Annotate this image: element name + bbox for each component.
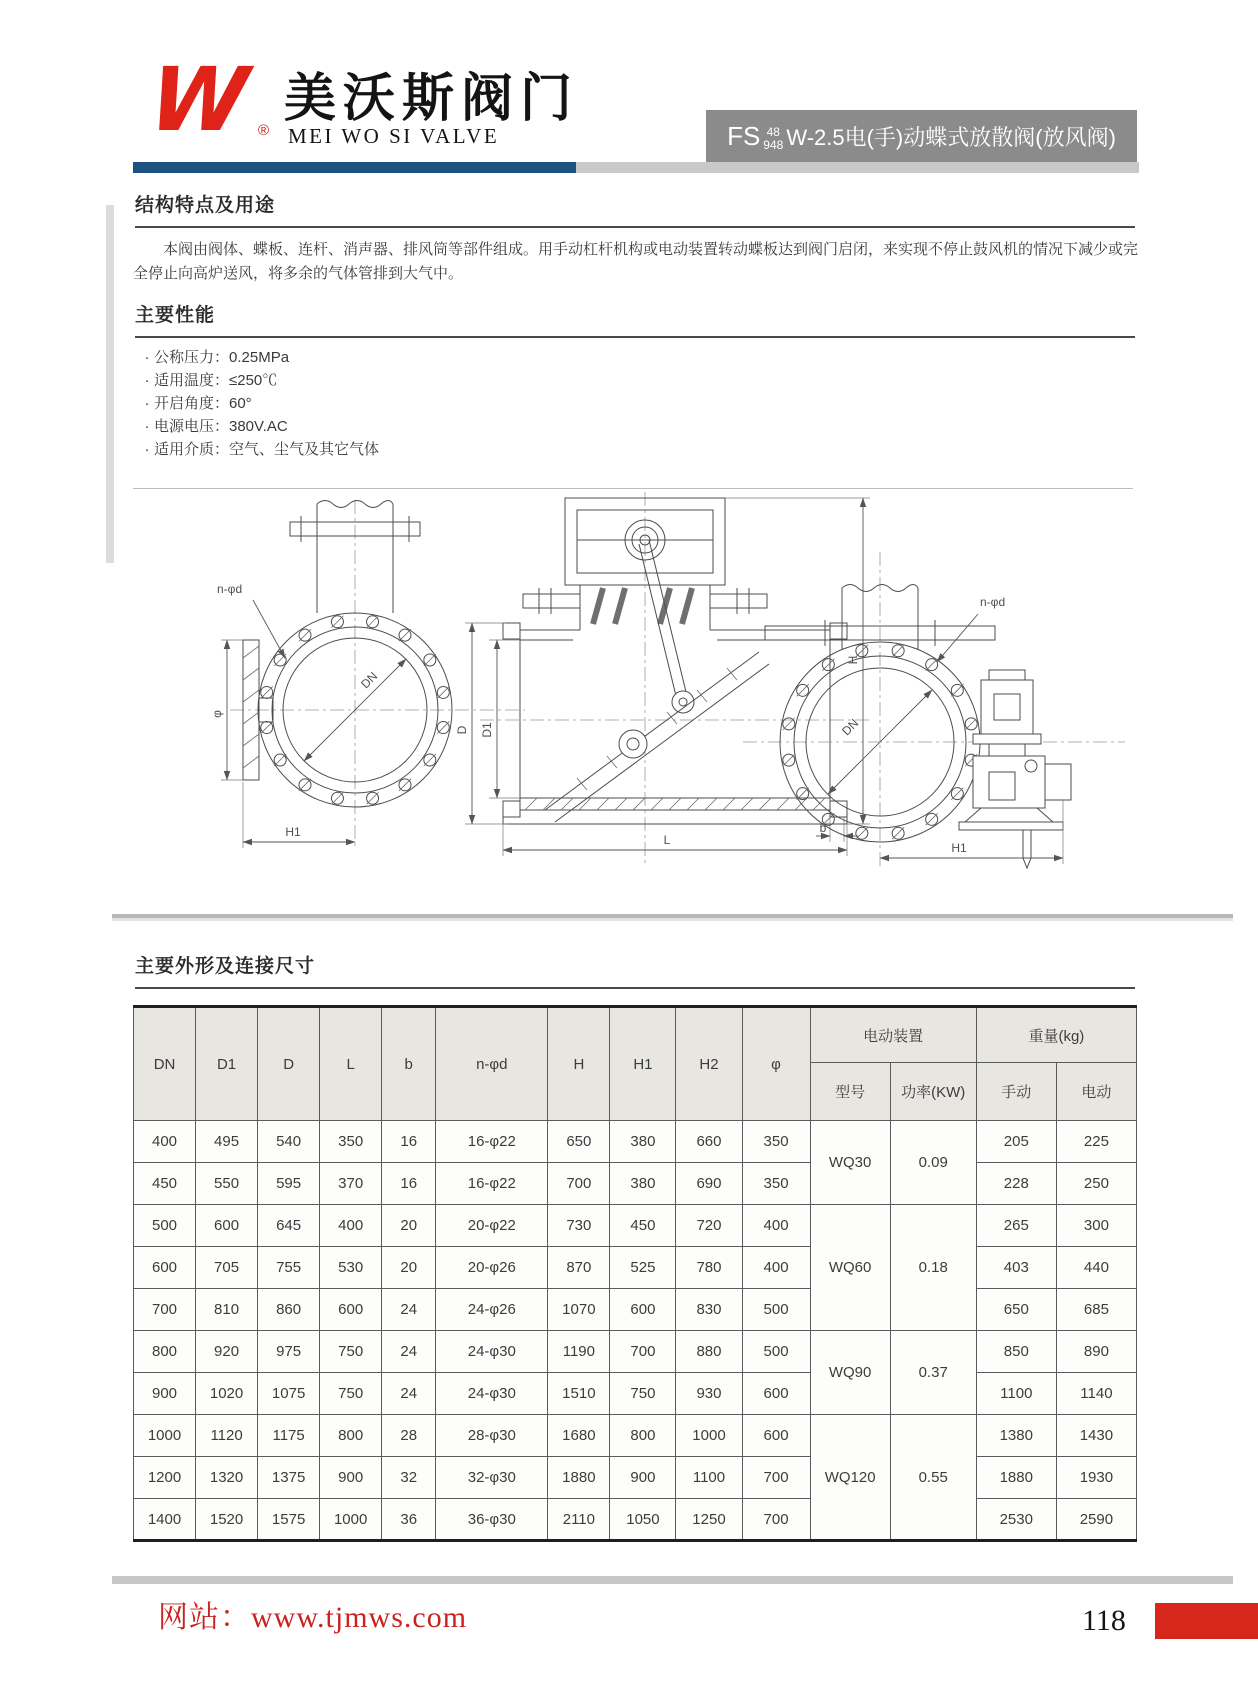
cell: 800: [320, 1415, 382, 1457]
cell: 20: [382, 1247, 436, 1289]
cell-model: WQ30: [810, 1121, 890, 1205]
performance-item: [140, 392, 379, 415]
cell: 650: [548, 1121, 610, 1163]
cell: 370: [320, 1163, 382, 1205]
cell-power: 0.18: [890, 1205, 976, 1331]
cell: 1510: [548, 1373, 610, 1415]
footer-divider: [112, 1576, 1233, 1584]
cell: 500: [742, 1289, 810, 1331]
cell-model: WQ60: [810, 1205, 890, 1331]
performance-text: 电源电压：380V.AC: [154, 418, 288, 435]
performance-item: [140, 346, 379, 369]
cell: 400: [134, 1121, 196, 1163]
electric-actuator: [959, 670, 1071, 868]
cell: 800: [134, 1331, 196, 1373]
left-margin-strip: [106, 205, 114, 563]
cell: 16: [382, 1163, 436, 1205]
col-header: n-φd: [436, 1007, 548, 1121]
cell: 24-φ30: [436, 1373, 548, 1415]
cell: 1375: [258, 1457, 320, 1499]
model-figure-bottom: 948: [763, 138, 784, 152]
cell: 800: [610, 1415, 676, 1457]
cell: 350: [320, 1121, 382, 1163]
col-header: φ: [742, 1007, 810, 1121]
cell: 1200: [134, 1457, 196, 1499]
middle-view-section: [455, 492, 873, 864]
company-name-cn: 美沃斯阀门: [284, 71, 580, 128]
cell: 685: [1056, 1289, 1136, 1331]
cell: 2590: [1056, 1499, 1136, 1541]
cell: 810: [196, 1289, 258, 1331]
cell: 250: [1056, 1163, 1136, 1205]
section-title-features: 结构特点及用途: [135, 190, 1135, 228]
performance-list: [140, 346, 379, 461]
cell: 350: [742, 1121, 810, 1163]
cell: 600: [196, 1205, 258, 1247]
table-row: [134, 1205, 1137, 1247]
cell: 600: [742, 1415, 810, 1457]
cell: 1400: [134, 1499, 196, 1541]
dim-label-h: H: [846, 655, 860, 665]
table-row: [134, 1289, 1137, 1331]
dim-label-h1-right: H1: [951, 841, 967, 855]
cell: 1140: [1056, 1373, 1136, 1415]
cell: 1320: [196, 1457, 258, 1499]
col-header: L: [320, 1007, 382, 1121]
cell: 700: [610, 1331, 676, 1373]
drawings-top-rule: [133, 488, 1133, 489]
dim-label-d1: D1: [480, 722, 494, 738]
cell: 1575: [258, 1499, 320, 1541]
cell: 600: [610, 1289, 676, 1331]
table-header-row: [134, 1007, 1137, 1063]
cell: 36-φ30: [436, 1499, 548, 1541]
section-divider: [112, 914, 1233, 918]
cell: 750: [610, 1373, 676, 1415]
cell: 205: [976, 1121, 1056, 1163]
cell: 525: [610, 1247, 676, 1289]
cell: 1430: [1056, 1415, 1136, 1457]
model-name: W-2.5电(手)动蝶式放散阀(放风阀): [786, 124, 1116, 150]
bottom-plate-hatch: [525, 798, 825, 810]
section-title-dimensions: 主要外形及连接尺寸: [135, 951, 1135, 989]
cell: 1190: [548, 1331, 610, 1373]
dim-label-phi: φ: [210, 710, 224, 718]
cell: 24: [382, 1289, 436, 1331]
cell: 400: [742, 1205, 810, 1247]
cell: 1070: [548, 1289, 610, 1331]
col-header: H2: [676, 1007, 742, 1121]
cell: 540: [258, 1121, 320, 1163]
col-header: 电动: [1056, 1063, 1136, 1121]
cell-power: 0.37: [890, 1331, 976, 1415]
cell: 1520: [196, 1499, 258, 1541]
cell: 1930: [1056, 1457, 1136, 1499]
cell: 228: [976, 1163, 1056, 1205]
cell: 600: [134, 1247, 196, 1289]
cell: 28-φ30: [436, 1415, 548, 1457]
cell: 700: [742, 1499, 810, 1541]
model-banner: [706, 110, 1137, 162]
cell: 755: [258, 1247, 320, 1289]
cell: 20-φ26: [436, 1247, 548, 1289]
model-figure-numbers: [763, 120, 783, 152]
valve-technical-drawings: [125, 490, 1135, 870]
table-row: [134, 1121, 1137, 1163]
performance-item: [140, 369, 379, 392]
cell: 890: [1056, 1331, 1136, 1373]
cell: 1175: [258, 1415, 320, 1457]
cell: 20: [382, 1205, 436, 1247]
cell-model: WQ90: [810, 1331, 890, 1415]
col-header: b: [382, 1007, 436, 1121]
performance-text: 公称压力：0.25MPa: [154, 349, 290, 366]
cell: 1000: [320, 1499, 382, 1541]
cell: 690: [676, 1163, 742, 1205]
cell: 600: [320, 1289, 382, 1331]
cell: 600: [742, 1373, 810, 1415]
cell: 1880: [548, 1457, 610, 1499]
cell: 1680: [548, 1415, 610, 1457]
dimensions-table: [133, 1005, 1137, 1542]
cell: 830: [676, 1289, 742, 1331]
col-header: 手动: [976, 1063, 1056, 1121]
cell: 36: [382, 1499, 436, 1541]
cell: 730: [548, 1205, 610, 1247]
cell: 500: [134, 1205, 196, 1247]
bullet-icon: ·: [144, 349, 150, 366]
cell: 450: [610, 1205, 676, 1247]
col-header: D1: [196, 1007, 258, 1121]
cell: 28: [382, 1415, 436, 1457]
model-prefix: FS: [727, 120, 761, 151]
cell: 500: [742, 1331, 810, 1373]
cell: 16: [382, 1121, 436, 1163]
bullet-icon: ·: [144, 372, 150, 389]
model-figure-top: 48: [766, 124, 780, 139]
cell: 380: [610, 1121, 676, 1163]
table-row: [134, 1331, 1137, 1373]
cell: 1100: [976, 1373, 1056, 1415]
col-header: H1: [610, 1007, 676, 1121]
registered-trademark-icon: ®: [258, 122, 270, 139]
cell: 750: [320, 1331, 382, 1373]
cell: 720: [676, 1205, 742, 1247]
table-row: [134, 1415, 1137, 1457]
dim-label-b: b: [819, 821, 827, 835]
dim-label-d: D: [455, 725, 469, 735]
cell: 660: [676, 1121, 742, 1163]
cell: 16-φ22: [436, 1163, 548, 1205]
cell: 645: [258, 1205, 320, 1247]
cell-model: WQ120: [810, 1415, 890, 1541]
cell: 225: [1056, 1121, 1136, 1163]
col-header: DN: [134, 1007, 196, 1121]
table-row: [134, 1373, 1137, 1415]
cell: 900: [320, 1457, 382, 1499]
col-header: 功率(KW): [890, 1063, 976, 1121]
dim-label-dn-left: DN: [358, 669, 381, 692]
table-row: [134, 1163, 1137, 1205]
cell: 550: [196, 1163, 258, 1205]
right-view-front: [743, 552, 1125, 868]
cell: 1050: [610, 1499, 676, 1541]
cell: 265: [976, 1205, 1056, 1247]
cell: 700: [134, 1289, 196, 1331]
col-header: 型号: [810, 1063, 890, 1121]
table-body: [134, 1121, 1137, 1541]
cell: 403: [976, 1247, 1056, 1289]
performance-text: 适用温度：≤250℃: [154, 372, 278, 389]
cell: 400: [320, 1205, 382, 1247]
bullet-icon: ·: [144, 441, 150, 458]
cell: 400: [742, 1247, 810, 1289]
cell: 1020: [196, 1373, 258, 1415]
cell: 1380: [976, 1415, 1056, 1457]
cell: 32: [382, 1457, 436, 1499]
cell: 750: [320, 1373, 382, 1415]
cell: 975: [258, 1331, 320, 1373]
cell: 1075: [258, 1373, 320, 1415]
cell: 16-φ22: [436, 1121, 548, 1163]
bullet-icon: ·: [144, 395, 150, 412]
cell: 495: [196, 1121, 258, 1163]
cell-power: 0.09: [890, 1121, 976, 1205]
website-text: 网站：www.tjmws.com: [158, 1601, 468, 1634]
cell: 870: [548, 1247, 610, 1289]
cell: 350: [742, 1163, 810, 1205]
table-row: [134, 1247, 1137, 1289]
performance-text: 适用介质：空气、尘气及其它气体: [154, 441, 380, 458]
company-logo-mark: W: [144, 48, 253, 151]
dim-label-bolts-left: n-φd: [217, 582, 243, 596]
cell: 700: [548, 1163, 610, 1205]
cell: 780: [676, 1247, 742, 1289]
cell: 880: [676, 1331, 742, 1373]
left-view-front: [210, 500, 525, 850]
cell: 1250: [676, 1499, 742, 1541]
footer-red-block: [1155, 1603, 1258, 1639]
cell: 24-φ26: [436, 1289, 548, 1331]
performance-item: [140, 438, 379, 461]
cell: 24: [382, 1331, 436, 1373]
dim-label-h1-left: H1: [285, 825, 301, 839]
performance-text: 开启角度：60°: [154, 395, 252, 412]
table-row: [134, 1457, 1137, 1499]
cell: 32-φ30: [436, 1457, 548, 1499]
dim-label-dn-right: DN: [839, 716, 862, 739]
header-rule-gray: [576, 162, 1139, 173]
col-header-weight: 重量(kg): [976, 1007, 1136, 1063]
cell: 1880: [976, 1457, 1056, 1499]
cell: 705: [196, 1247, 258, 1289]
cell: 440: [1056, 1247, 1136, 1289]
cell: 530: [320, 1247, 382, 1289]
col-header: H: [548, 1007, 610, 1121]
page-number: 118: [1082, 1604, 1126, 1637]
cell: 860: [258, 1289, 320, 1331]
section-body-features: 本阀由阀体、蝶板、连杆、消声器、排风筒等部件组成。用手动杠杆机构或电动装置转动蝶板达到阀门启闭，来实现不停止鼓风机的情况下减少或完全停止向高炉送风，将多余的气体管排到大气中。: [133, 241, 1139, 282]
cell: 700: [742, 1457, 810, 1499]
col-header: D: [258, 1007, 320, 1121]
col-header-electric-device: 电动装置: [810, 1007, 976, 1063]
section-title-performance: 主要性能: [135, 300, 1135, 338]
cell: 1100: [676, 1457, 742, 1499]
cell: 1000: [676, 1415, 742, 1457]
dim-label-l: L: [663, 833, 671, 847]
company-name-en: MEI WO SI VALVE: [288, 124, 500, 148]
cell: 595: [258, 1163, 320, 1205]
cell: 450: [134, 1163, 196, 1205]
cell: 900: [610, 1457, 676, 1499]
cell: 920: [196, 1331, 258, 1373]
table-header: [134, 1007, 1137, 1121]
cell: 24-φ30: [436, 1331, 548, 1373]
cell: 2530: [976, 1499, 1056, 1541]
cell: 650: [976, 1289, 1056, 1331]
cell: 2110: [548, 1499, 610, 1541]
header-rule-blue: [133, 162, 576, 173]
table-row: [134, 1499, 1137, 1541]
cell: 900: [134, 1373, 196, 1415]
cell: 850: [976, 1331, 1056, 1373]
cell: 930: [676, 1373, 742, 1415]
cell: 1120: [196, 1415, 258, 1457]
cell: 20-φ22: [436, 1205, 548, 1247]
performance-item: [140, 415, 379, 438]
cell: 24: [382, 1373, 436, 1415]
cell: 300: [1056, 1205, 1136, 1247]
dim-label-bolts-right: n-φd: [980, 595, 1006, 609]
cell: 380: [610, 1163, 676, 1205]
cell: 1000: [134, 1415, 196, 1457]
bullet-icon: ·: [144, 418, 150, 435]
cell-power: 0.55: [890, 1415, 976, 1541]
